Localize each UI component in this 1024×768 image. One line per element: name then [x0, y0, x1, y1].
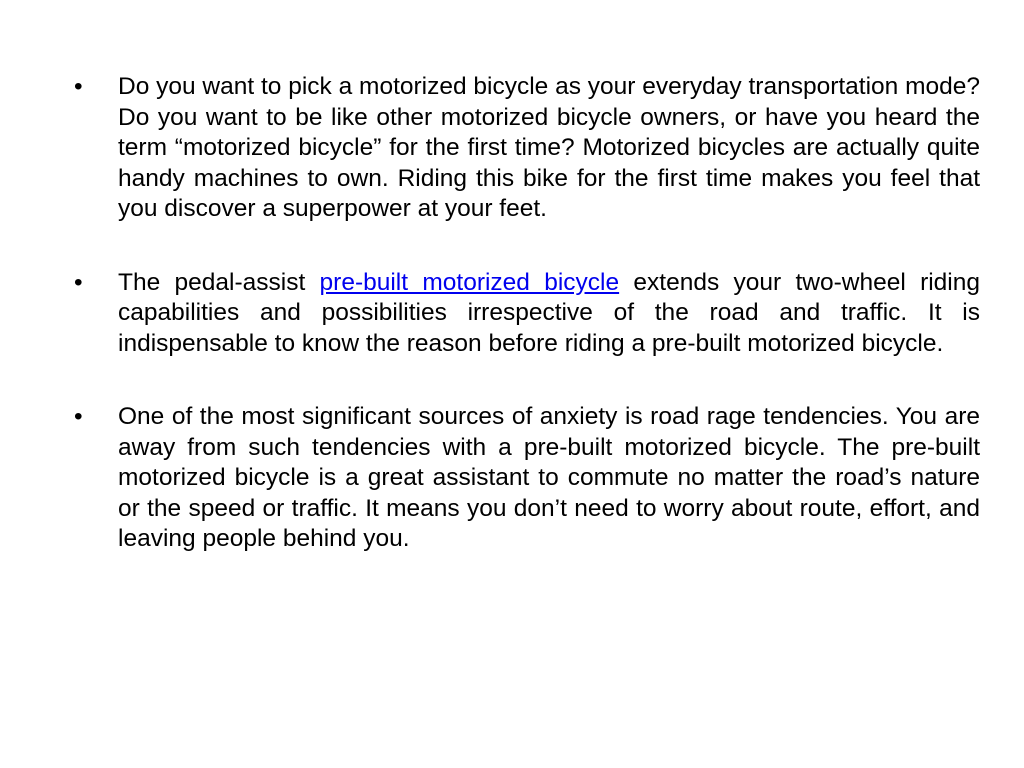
bullet-dot-icon: •	[74, 268, 83, 296]
bullet-dot-icon: •	[74, 73, 83, 100]
bullet-list	[74, 72, 980, 555]
paragraph-text: One of the most significant sources of anxiety is road rage tendencies. You are away from such tendencies with a pre-built motorized bicycle. The pre-built motorized bicycle is a great assistant to commute no matter the road’s nature or the speed or traffic. It means you don’t need to worry about route, effort, and leaving people behind you.	[118, 403, 980, 552]
pre-built-motorized-bicycle-link[interactable]: pre-built motorized bicycle	[319, 268, 620, 296]
paragraph-text-before-link: The pedal-assist	[118, 268, 320, 296]
paragraph-text: Do you want to pick a motorized bicycle as your everyday transportation mode? Do you want to be like other motorized bicycle owners, or have you heard the term “motorized bicycle” for the first time? Motorized bicycles are actually quite handy machines to own. Riding this bike for the first time makes you feel that you discover a superpower at your feet.	[118, 73, 981, 222]
bullet-item-1	[74, 72, 980, 225]
bullet-item-3	[74, 402, 980, 555]
paragraph-text-after-link: extends your two-wheel riding capabilities and possibilities irrespective of the road and traffic. It is indispensable to know the reason before riding a pre-built motorized bicycle.	[118, 268, 981, 357]
bullet-dot-icon: •	[74, 403, 83, 430]
bullet-item-2	[74, 268, 980, 360]
